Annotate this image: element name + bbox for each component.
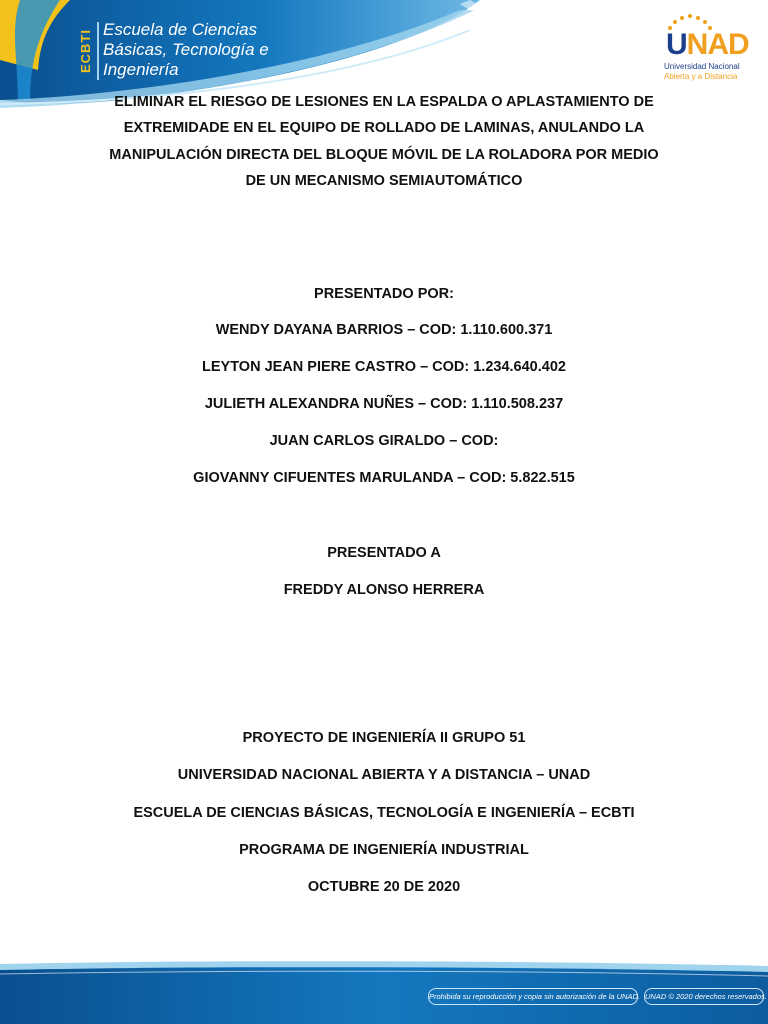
presented-to-name: FREDDY ALONSO HERRERA — [283, 582, 485, 598]
unad-logo — [660, 14, 749, 86]
unad-wordmark: UNAD — [666, 28, 749, 61]
school-line-2: Básicas, Tecnología e — [103, 40, 269, 59]
university-line: UNIVERSIDAD NACIONAL ABIERTA Y A DISTANCIA – UNAD — [177, 767, 591, 783]
program-line: PROGRAMA DE INGENIERÍA INDUSTRIAL — [239, 842, 529, 858]
title-line-2: EXTREMIDADE EN EL EQUIPO DE ROLLADO DE LAMINAS, ANULANDO LA — [123, 120, 645, 136]
project-line: PROYECTO DE INGENIERÍA II GRUPO 51 — [242, 730, 526, 746]
footer-notice: Prohibida su reproducción y copia sin autorización de la UNAD. — [428, 988, 638, 1005]
school-line: ESCUELA DE CIENCIAS BÁSICAS, TECNOLOGÍA E INGENIERÍA – ECBTI — [133, 805, 635, 821]
date-line: OCTUBRE 20 DE 2020 — [307, 879, 461, 895]
school-brand — [78, 20, 298, 82]
author-1: WENDY DAYANA BARRIOS – COD: 1.110.600.371 — [215, 322, 553, 338]
unad-subtitle-2: Abierta y a Distancia — [664, 72, 738, 81]
author-2: LEYTON JEAN PIERE CASTRO – COD: 1.234.640.402 — [202, 359, 566, 375]
unad-subtitle-1: Universidad Nacional — [664, 62, 740, 71]
school-name — [103, 20, 269, 80]
brand-divider — [97, 22, 99, 80]
title-line-3: MANIPULACIÓN DIRECTA DEL BLOQUE MÓVIL DE LA ROLADORA POR MEDIO — [109, 147, 659, 163]
presented-to-heading: PRESENTADO A — [327, 545, 441, 561]
footer-copyright: UNAD © 2020 derechos reservados. — [644, 988, 764, 1005]
title-line-4: DE UN MECANISMO SEMIAUTOMÁTICO — [245, 173, 523, 189]
author-4: JUAN CARLOS GIRALDO – COD: — [269, 433, 499, 449]
author-3: JULIETH ALEXANDRA NUÑES – COD: 1.110.508.237 — [204, 396, 564, 412]
school-line-3: Ingeniería — [103, 60, 179, 79]
school-line-1: Escuela de Ciencias — [103, 20, 258, 39]
presented-by-heading: PRESENTADO POR: — [314, 286, 454, 302]
title-line-1: ELIMINAR EL RIESGO DE LESIONES EN LA ESPALDA O APLASTAMIENTO DE — [114, 94, 654, 110]
author-5: GIOVANNY CIFUENTES MARULANDA – COD: 5.822.515 — [193, 470, 575, 486]
ecbti-vertical-text: ECBTI — [78, 29, 93, 73]
